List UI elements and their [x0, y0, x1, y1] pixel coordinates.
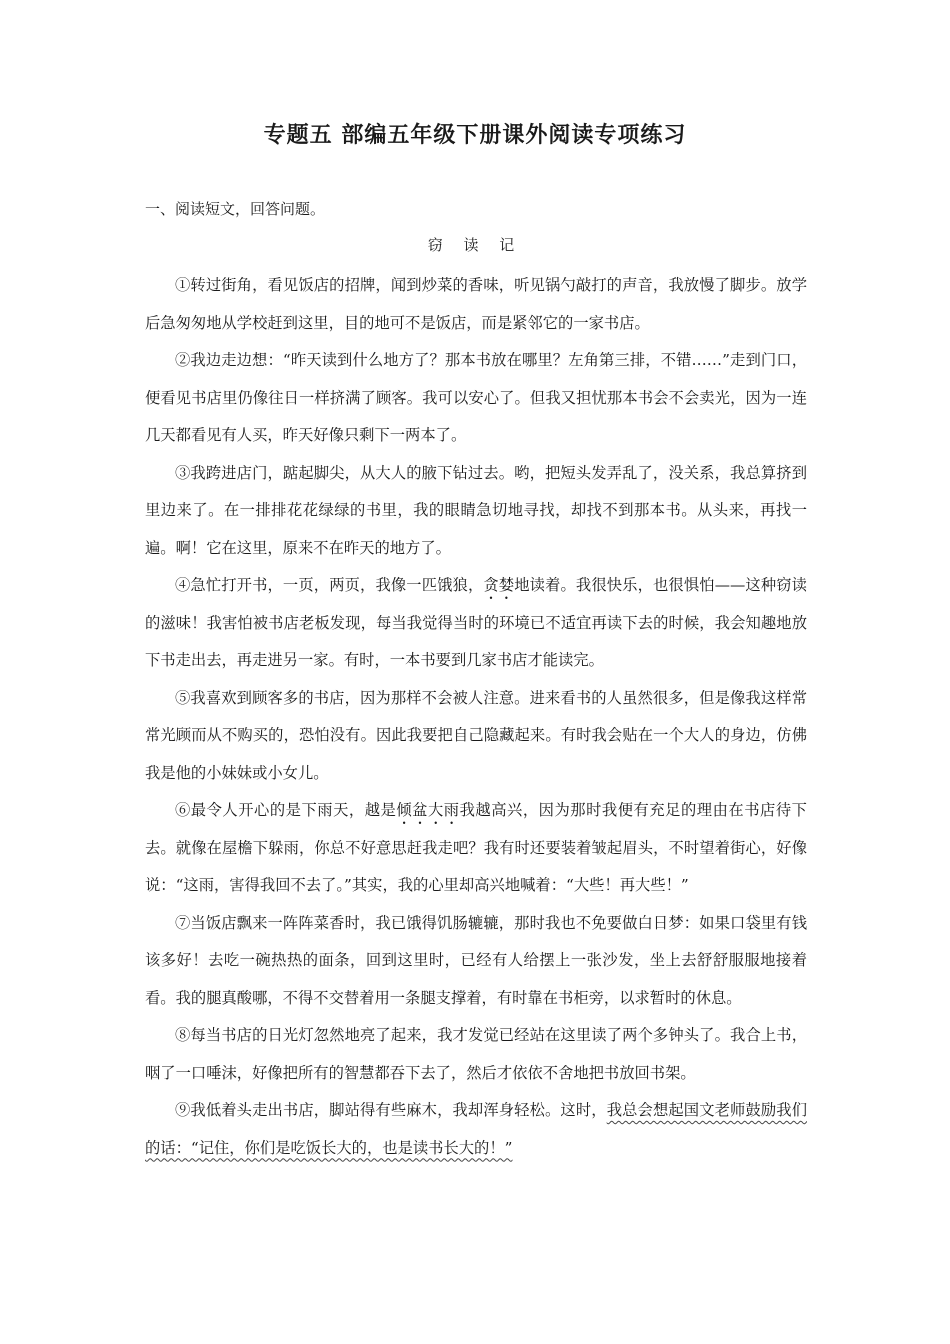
paragraph-4-before: ④急忙打开书，一页，两页，我像一匹饿狼，	[175, 576, 484, 594]
paragraph-2: ②我边走边想：“昨天读到什么地方了？那本书放在哪里？左角第三排，不错……”走到门口，便看见书店里仍像往日一样挤满了顾客。我可以安心了。但我又担忧那本书会不会卖光，因为一连几天都看见有人买，昨天好像只剩下一两本了。	[145, 351, 807, 444]
paragraph-6	[145, 792, 807, 905]
dotted-word-qingpendayu: 倾盆大雨	[396, 801, 460, 819]
dotted-word-tanlan: 贪婪	[483, 576, 515, 594]
question-instruction: 一、阅读短文，回答问题。	[145, 200, 326, 218]
wavy-underlined-sentence: 我总会想起国文老师鼓励我们的话：“记住，你们是吃饭长大的，也是读书长大的！”	[145, 1101, 807, 1157]
paragraph-8: ⑧每当书店的日光灯忽然地亮了起来，我才发觉已经站在这里读了两个多钟头了。我合上书，咽了一口唾沫，好像把所有的智慧都吞下去了，然后才依依不舍地把书放回书架。	[145, 1026, 807, 1082]
passage-body	[145, 267, 807, 1167]
page-title: 专题五 部编五年级下册课外阅读专项练习	[263, 122, 687, 148]
paragraph-9-before: ⑨我低着头走出书店，脚站得有些麻木，我却浑身轻松。这时，	[175, 1101, 607, 1119]
paragraph-9	[145, 1092, 807, 1167]
paragraph-7: ⑦当饭店飘来一阵阵菜香时，我已饿得饥肠辘辘，那时我也不免要做白日梦：如果口袋里有钱该多好！去吃一碗热热的面条，回到这里时，已经有人给摆上一张沙发，坐上去舒舒服服地接着看。我的腿真酸哪，不得不交替着用一条腿支撑着，有时靠在书柜旁，以求暂时的休息。	[145, 913, 807, 1007]
paragraph-4	[145, 567, 807, 680]
paragraph-4-after: 地读着。我很快乐，也很惧怕——这种窃读的滋味！我害怕被书店老板发现，每当我觉得当时的环境已不适宜再读下去的时候，我会知趣地放下书走出去，再走进另一家。有时，一本书要到几家书店才能读完。	[145, 576, 807, 669]
paragraph-6-before: ⑥最令人开心的是下雨天，越是	[175, 801, 397, 819]
paragraph-3: ③我跨进店门，踮起脚尖，从大人的腋下钻过去。哟，把短头发弄乱了，没关系，我总算挤到里边来了。在一排排花花绿绿的书里，我的眼睛急切地寻找，却找不到那本书。从头来，再找一遍。啊！它在这里，原来不在昨天的地方了。	[145, 463, 807, 557]
paragraph-6-after: 我越高兴，因为那时我便有充足的理由在书店待下去。就像在屋檐下躲雨，你总不好意思赶我走吧？我有时还要装着皱起眉头，不时望着街心，好像说：“这雨，害得我回不去了。”其实，我的心里却高兴地喊着：“大些！再大些！”	[145, 801, 807, 894]
paragraph-5: ⑤我喜欢到顾客多的书店，因为那样不会被人注意。进来看书的人虽然很多，但是像我这样常常光顾而从不购买的，恐怕没有。因此我要把自己隐藏起来。有时我会贴在一个大人的身边，仿佛我是他的小妹妹或小女儿。	[145, 688, 807, 782]
paragraph-1: ①转过街角，看见饭店的招牌，闻到炒菜的香味，听见锅勺敲打的声音，我放慢了脚步。放学后急匆匆地从学校赶到这里，目的地可不是饭店，而是紧邻它的一家书店。	[145, 276, 807, 332]
passage-title: 窃 读 记	[427, 236, 523, 254]
